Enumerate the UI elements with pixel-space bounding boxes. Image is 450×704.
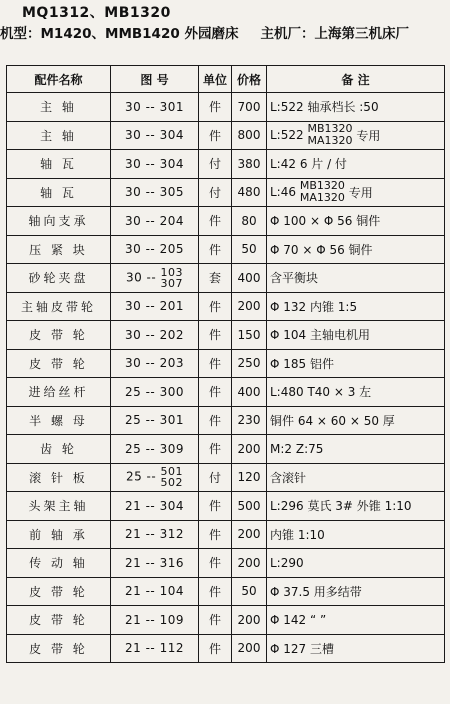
part-name-cell: 齿 轮 [7, 435, 111, 464]
note-model-line: MA1320 [299, 191, 345, 205]
unit-cell: 件 [199, 634, 232, 663]
part-name-cell: 前 轴 承 [7, 520, 111, 549]
note-cell [267, 121, 445, 150]
drawing-number-cell: 21 -- 304 [111, 492, 199, 521]
note-cell: 含滚针 [267, 463, 445, 492]
drawing-number-stack [161, 466, 184, 488]
drawing-number-prefix: 30 -- [125, 270, 157, 285]
part-name-cell: 轴 瓦 [7, 178, 111, 207]
note-suffix: 专用 [356, 128, 381, 143]
price-cell: 50 [232, 235, 267, 264]
unit-cell: 付 [199, 150, 232, 179]
note-cell: M:2 Z:75 [267, 435, 445, 464]
part-name-cell: 皮 带 轮 [7, 634, 111, 663]
note-cell: Φ 37.5 用多结带 [267, 577, 445, 606]
note-cell [267, 178, 445, 207]
part-name-cell: 皮 带 轮 [7, 321, 111, 350]
table-row [7, 520, 445, 549]
price-cell: 800 [232, 121, 267, 150]
part-name-cell: 主轴皮带轮 [7, 292, 111, 321]
price-cell: 250 [232, 349, 267, 378]
drawing-number-line: 502 [160, 476, 184, 490]
price-cell: 230 [232, 406, 267, 435]
drawing-number-cell: 30 -- 304 [111, 121, 199, 150]
table-row [7, 634, 445, 663]
note-model-stack [300, 180, 345, 204]
note-cell: L:290 [267, 549, 445, 578]
drawing-number-cell: 30 -- 203 [111, 349, 199, 378]
unit-cell: 件 [199, 235, 232, 264]
note-cell: Φ 142 “ ” [267, 606, 445, 635]
machine-model-label: 机型：M1420、MMB1420 外园磨床 [0, 26, 239, 42]
price-cell: 200 [232, 606, 267, 635]
drawing-number-cell: 25 -- 309 [111, 435, 199, 464]
note-cell: Φ 104 主轴电机用 [267, 321, 445, 350]
table-body [7, 93, 445, 663]
drawing-number-prefix: 25 -- [125, 469, 157, 484]
note-cell: L:42 6 片 / 付 [267, 150, 445, 179]
unit-cell: 件 [199, 349, 232, 378]
drawing-number-cell: 21 -- 316 [111, 549, 199, 578]
note-cell: Φ 185 铝件 [267, 349, 445, 378]
price-cell: 200 [232, 520, 267, 549]
drawing-number-cell: 21 -- 104 [111, 577, 199, 606]
part-name-cell: 头架主轴 [7, 492, 111, 521]
unit-cell: 件 [199, 520, 232, 549]
unit-cell: 件 [199, 378, 232, 407]
unit-cell: 件 [199, 406, 232, 435]
price-cell: 150 [232, 321, 267, 350]
price-cell: 80 [232, 207, 267, 236]
unit-cell: 件 [199, 292, 232, 321]
col-header-note: 备 注 [267, 66, 445, 93]
note-cell: Φ 127 三槽 [267, 634, 445, 663]
table-row [7, 235, 445, 264]
part-name-cell: 砂轮夹盘 [7, 264, 111, 293]
col-header-unit: 单位 [199, 66, 232, 93]
drawing-number-cell: 30 -- 202 [111, 321, 199, 350]
note-cell: L:480 T40 × 3 左 [267, 378, 445, 407]
price-cell: 200 [232, 549, 267, 578]
col-header-name: 配件名称 [7, 66, 111, 93]
part-name-cell: 皮 带 轮 [7, 577, 111, 606]
table-row [7, 378, 445, 407]
note-suffix: 专用 [348, 185, 373, 200]
drawing-number-cell: 21 -- 312 [111, 520, 199, 549]
note-cell: Φ 100 × Φ 56 铜件 [267, 207, 445, 236]
note-cell: 含平衡块 [267, 264, 445, 293]
price-cell: 200 [232, 634, 267, 663]
note-prefix: L:522 [270, 128, 304, 143]
part-name-cell: 主 轴 [7, 93, 111, 122]
note-cell: Φ 132 内锥 1:5 [267, 292, 445, 321]
machine-line [0, 22, 450, 42]
col-header-code: 图 号 [111, 66, 199, 93]
unit-cell: 件 [199, 606, 232, 635]
table-row [7, 292, 445, 321]
note-cell: L:296 莫氏 3# 外锥 1:10 [267, 492, 445, 521]
drawing-number-cell: 21 -- 112 [111, 634, 199, 663]
table-row [7, 349, 445, 378]
drawing-number-cell: 30 -- 204 [111, 207, 199, 236]
price-cell: 480 [232, 178, 267, 207]
unit-cell: 件 [199, 207, 232, 236]
price-cell: 500 [232, 492, 267, 521]
table-row [7, 549, 445, 578]
drawing-number-cell [111, 264, 199, 293]
table-row [7, 321, 445, 350]
table-header [7, 66, 445, 93]
drawing-number-cell [111, 463, 199, 492]
price-cell: 200 [232, 292, 267, 321]
model-line: MQ1312、MB1320 [22, 5, 171, 21]
table-row [7, 150, 445, 179]
part-name-cell: 主 轴 [7, 121, 111, 150]
table-row [7, 577, 445, 606]
part-name-cell: 压 紧 块 [7, 235, 111, 264]
drawing-number-stack [161, 267, 184, 289]
note-model-line: MB1320 [299, 179, 345, 193]
note-cell: 内锥 1:10 [267, 520, 445, 549]
unit-cell: 付 [199, 178, 232, 207]
unit-cell: 套 [199, 264, 232, 293]
table-row [7, 178, 445, 207]
unit-cell: 件 [199, 492, 232, 521]
unit-cell: 件 [199, 577, 232, 606]
maker-label: 主机厂：上海第三机床厂 [260, 26, 409, 42]
note-cell: 铜件 64 × 60 × 50 厚 [267, 406, 445, 435]
unit-cell: 件 [199, 121, 232, 150]
drawing-number-cell: 21 -- 109 [111, 606, 199, 635]
price-cell: 700 [232, 93, 267, 122]
drawing-number-cell: 25 -- 300 [111, 378, 199, 407]
drawing-number-cell: 30 -- 305 [111, 178, 199, 207]
drawing-number-cell: 30 -- 304 [111, 150, 199, 179]
note-model-line: MA1320 [307, 134, 353, 148]
part-name-cell: 进给丝杆 [7, 378, 111, 407]
table-row [7, 606, 445, 635]
table-row [7, 463, 445, 492]
part-name-cell: 传 动 轴 [7, 549, 111, 578]
note-prefix: L:46 [270, 185, 296, 200]
drawing-number-line: 501 [160, 465, 184, 479]
price-cell: 400 [232, 378, 267, 407]
note-cell: Φ 70 × Φ 56 铜件 [267, 235, 445, 264]
price-cell: 200 [232, 435, 267, 464]
part-name-cell: 皮 带 轮 [7, 606, 111, 635]
table-row [7, 492, 445, 521]
table-row [7, 264, 445, 293]
col-header-price: 价格 [232, 66, 267, 93]
price-cell: 400 [232, 264, 267, 293]
parts-table [6, 65, 445, 663]
drawing-number-cell: 30 -- 205 [111, 235, 199, 264]
table-row [7, 435, 445, 464]
drawing-number-line: 307 [160, 276, 184, 290]
note-cell: L:522 轴承档长 :50 [267, 93, 445, 122]
price-cell: 50 [232, 577, 267, 606]
drawing-number-cell: 30 -- 301 [111, 93, 199, 122]
drawing-number-cell: 30 -- 201 [111, 292, 199, 321]
table-row [7, 121, 445, 150]
part-name-cell: 轴 瓦 [7, 150, 111, 179]
note-model-stack [307, 123, 352, 147]
price-cell: 380 [232, 150, 267, 179]
unit-cell: 件 [199, 435, 232, 464]
unit-cell: 件 [199, 549, 232, 578]
drawing-number-cell: 25 -- 301 [111, 406, 199, 435]
table-row [7, 406, 445, 435]
part-name-cell: 半 螺 母 [7, 406, 111, 435]
table-row [7, 207, 445, 236]
part-name-cell: 轴向支承 [7, 207, 111, 236]
table-row [7, 93, 445, 122]
note-model-line: MB1320 [307, 122, 353, 136]
part-name-cell: 皮 带 轮 [7, 349, 111, 378]
drawing-number-line: 103 [160, 265, 184, 279]
unit-cell: 件 [199, 321, 232, 350]
unit-cell: 件 [199, 93, 232, 122]
price-cell: 120 [232, 463, 267, 492]
part-name-cell: 滚 针 板 [7, 463, 111, 492]
unit-cell: 付 [199, 463, 232, 492]
